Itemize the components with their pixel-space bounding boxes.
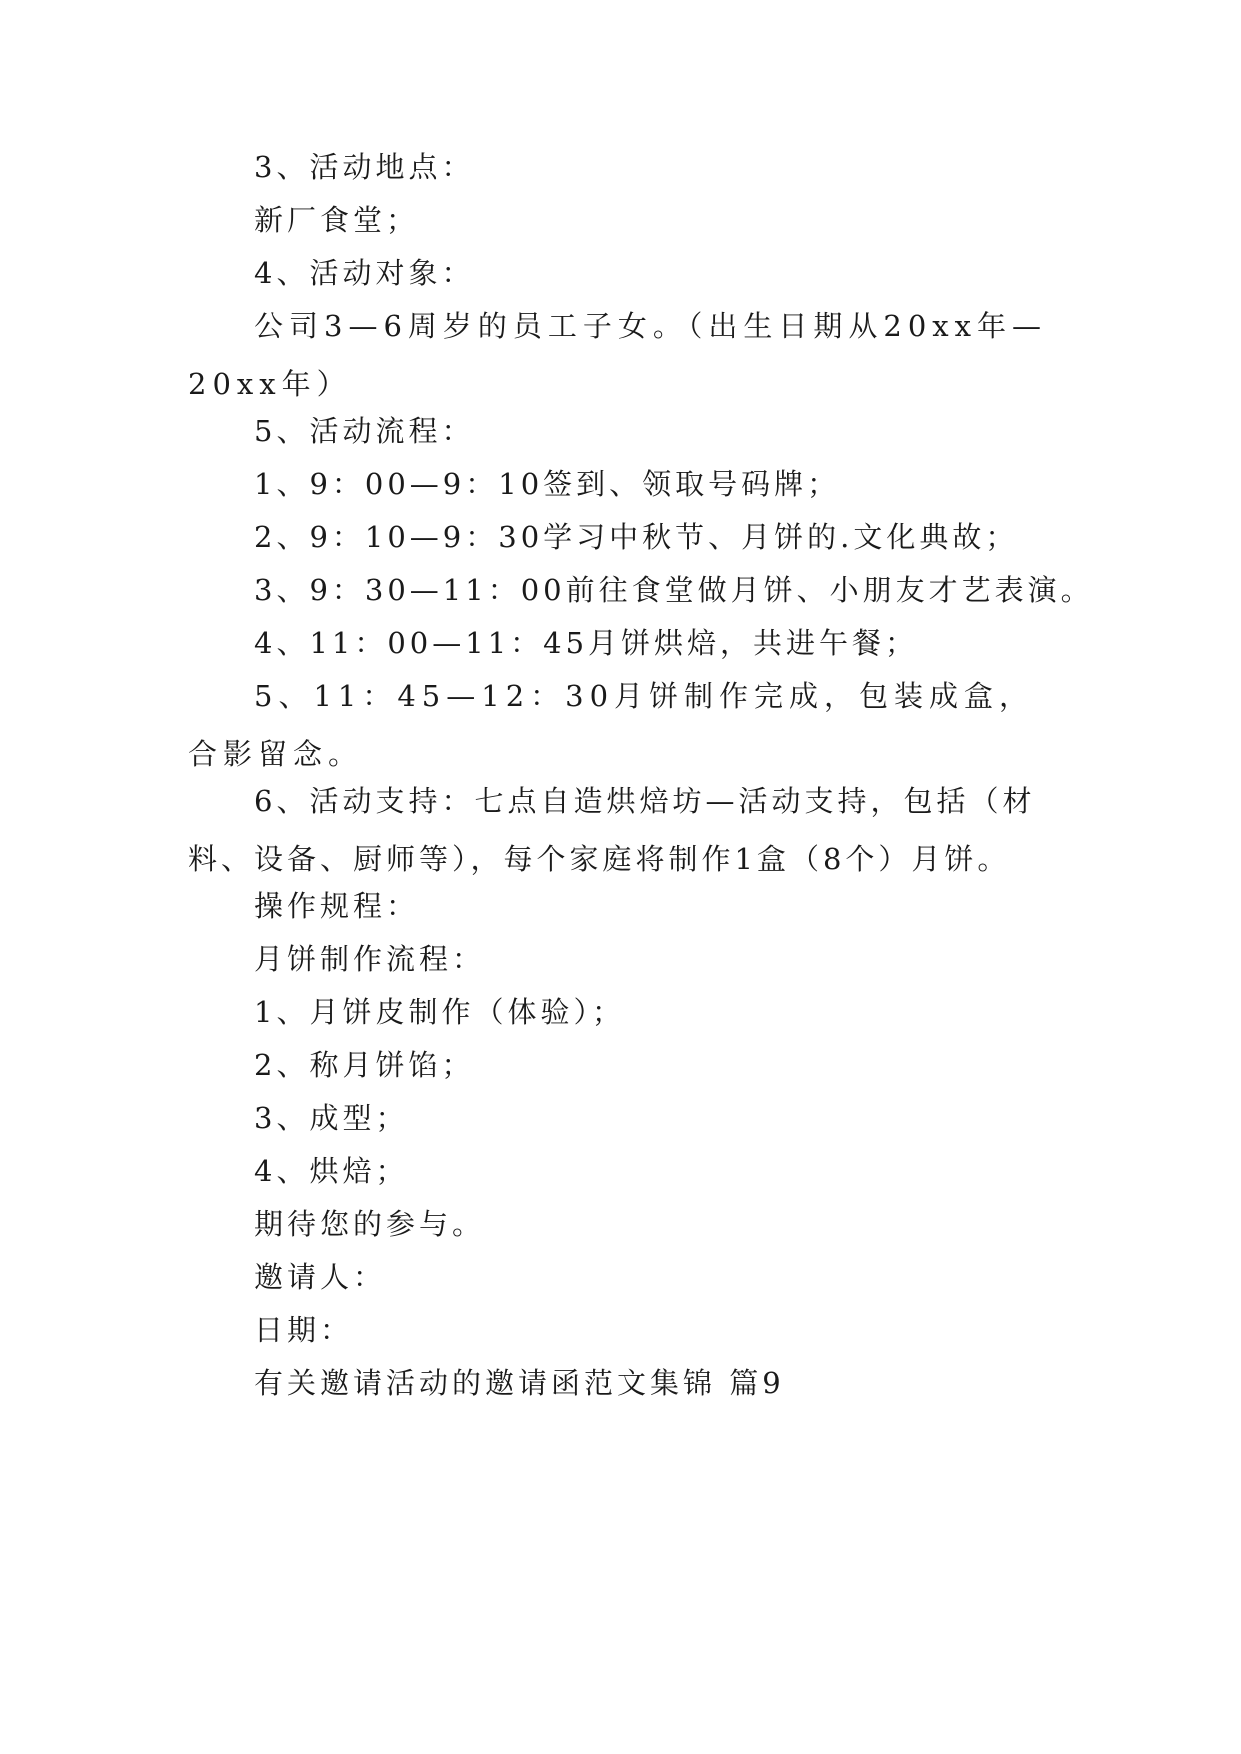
paragraph-inviter: 邀请人：: [254, 1260, 387, 1294]
paragraph-location: 新厂食堂；: [254, 203, 420, 237]
paragraph-making-2: 2、称月饼馅；: [254, 1048, 475, 1082]
paragraph-mooncake-process: 月饼制作流程：: [254, 942, 486, 976]
paragraph-process-heading: 5、活动流程：: [254, 414, 475, 448]
paragraph-step-4: 4、11：00—11：45月饼烘焙，共进午餐；: [254, 626, 919, 660]
paragraph-step-2: 2、9：10—9：30学习中秋节、月饼的.文化典故；: [254, 520, 1019, 554]
paragraph-date: 日期：: [254, 1313, 354, 1347]
paragraph-audience: 公司3—6周岁的员工子女。（出生日期从20xx年—20xx年）: [188, 309, 1048, 401]
paragraph-step-1: 1、9：00—9：10签到、领取号码牌；: [254, 467, 841, 501]
paragraph-making-4: 4、烘焙；: [254, 1154, 409, 1188]
paragraph-audience-heading: 4、活动对象：: [254, 256, 475, 290]
paragraph-closing: 期待您的参与。: [254, 1207, 486, 1241]
paragraph-next-section-title: 有关邀请活动的邀请函范文集锦 篇9: [254, 1366, 785, 1400]
paragraph-procedure-heading: 操作规程：: [254, 889, 420, 923]
paragraph-step-5: 5、11：45—12：30月饼制作完成，包装成盒，合影留念。: [188, 679, 1035, 771]
paragraph-step-3: 3、9：30—11：00前往食堂做月饼、小朋友才艺表演。: [254, 573, 1094, 607]
paragraph-making-1: 1、月饼皮制作（体验）；: [254, 995, 625, 1029]
paragraph-making-3: 3、成型；: [254, 1101, 409, 1135]
paragraph-location-heading: 3、活动地点：: [254, 150, 475, 184]
paragraph-support: 6、活动支持：七点自造烘焙坊—活动支持，包括（材料、设备、厨师等），每个家庭将制作1盒（8个）月饼。: [188, 784, 1036, 876]
